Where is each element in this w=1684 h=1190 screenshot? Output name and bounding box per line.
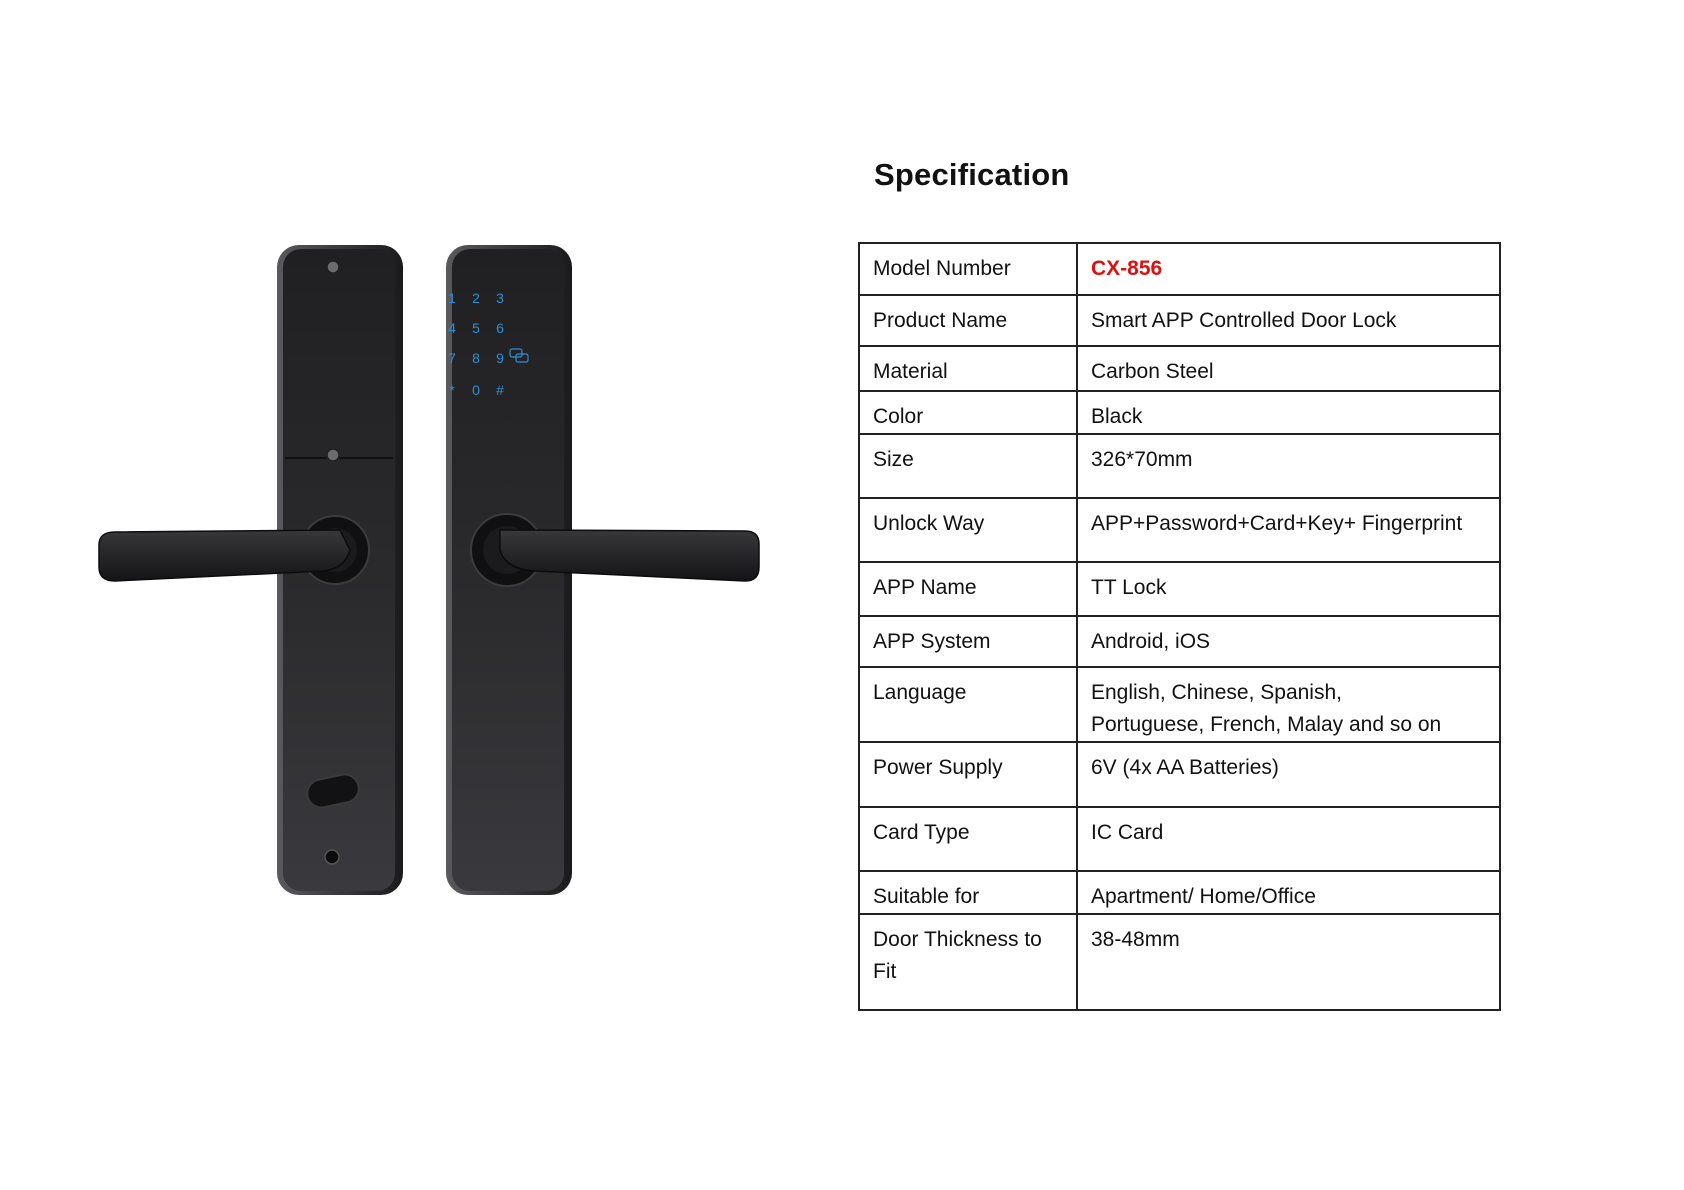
keypad-key: 8 bbox=[472, 350, 480, 366]
keypad-key: 9 bbox=[496, 350, 504, 366]
spec-label: Power Supply bbox=[859, 742, 1077, 807]
spec-value: Black bbox=[1077, 391, 1500, 434]
keypad-key: 0 bbox=[472, 382, 480, 398]
spec-value: 326*70mm bbox=[1077, 434, 1500, 498]
screw-icon bbox=[327, 261, 339, 273]
interior-panel bbox=[99, 245, 403, 895]
table-row bbox=[859, 616, 1500, 667]
spec-value: 38-48mm bbox=[1077, 914, 1500, 1010]
page-title: Specification bbox=[874, 157, 1070, 192]
exterior-panel bbox=[446, 245, 759, 895]
spec-label: Language bbox=[859, 667, 1077, 742]
table-row bbox=[859, 807, 1500, 871]
spec-label: Product Name bbox=[859, 295, 1077, 346]
table-row bbox=[859, 562, 1500, 616]
spec-value: Android, iOS bbox=[1077, 616, 1500, 667]
spec-label bbox=[859, 914, 1077, 1010]
table-row bbox=[859, 742, 1500, 807]
spec-value: Smart APP Controlled Door Lock bbox=[1077, 295, 1500, 346]
keypad-key: 1 bbox=[448, 290, 456, 306]
spec-label: Material bbox=[859, 346, 1077, 391]
spec-value: Apartment/ Home/Office bbox=[1077, 871, 1500, 914]
table-row bbox=[859, 243, 1500, 295]
spec-label: Model Number bbox=[859, 243, 1077, 295]
spec-value: APP+Password+Card+Key+ Fingerprint bbox=[1077, 498, 1500, 562]
table-row bbox=[859, 498, 1500, 562]
spec-value-line: Portuguese, French, Malay and so on bbox=[1091, 713, 1442, 736]
keyhole-icon bbox=[325, 850, 339, 864]
screw-icon bbox=[327, 449, 339, 461]
table-row bbox=[859, 434, 1500, 498]
spec-label: Unlock Way bbox=[859, 498, 1077, 562]
keypad-key: 6 bbox=[496, 320, 504, 336]
spec-label: Card Type bbox=[859, 807, 1077, 871]
keypad-key: 5 bbox=[472, 320, 480, 336]
keypad-key: 3 bbox=[496, 290, 504, 306]
spec-value: 6V (4x AA Batteries) bbox=[1077, 742, 1500, 807]
spec-label: APP System bbox=[859, 616, 1077, 667]
keypad-key: 7 bbox=[448, 350, 456, 366]
spec-value: IC Card bbox=[1077, 807, 1500, 871]
spec-label-line: Fit bbox=[873, 960, 897, 983]
spec-label-line: Door Thickness to bbox=[873, 928, 1042, 951]
door-lock-product-image bbox=[95, 245, 765, 895]
spec-label: Size bbox=[859, 434, 1077, 498]
keypad-key: * bbox=[449, 382, 455, 398]
table-row bbox=[859, 346, 1500, 391]
table-row bbox=[859, 667, 1500, 742]
table-row bbox=[859, 914, 1500, 1010]
table-row bbox=[859, 391, 1500, 434]
table-row bbox=[859, 295, 1500, 346]
keypad-key: # bbox=[496, 382, 504, 398]
spec-label: APP Name bbox=[859, 562, 1077, 616]
spec-value-line: English, Chinese, Spanish, bbox=[1091, 681, 1342, 704]
spec-value: TT Lock bbox=[1077, 562, 1500, 616]
spec-label: Suitable for bbox=[859, 871, 1077, 914]
table-row bbox=[859, 871, 1500, 914]
model-number-value: CX-856 bbox=[1077, 243, 1500, 295]
spec-value bbox=[1077, 667, 1500, 742]
specification-table bbox=[858, 242, 1501, 1011]
keypad-key: 4 bbox=[448, 320, 456, 336]
spec-value: Carbon Steel bbox=[1077, 346, 1500, 391]
keypad-key: 2 bbox=[472, 290, 480, 306]
spec-label: Color bbox=[859, 391, 1077, 434]
